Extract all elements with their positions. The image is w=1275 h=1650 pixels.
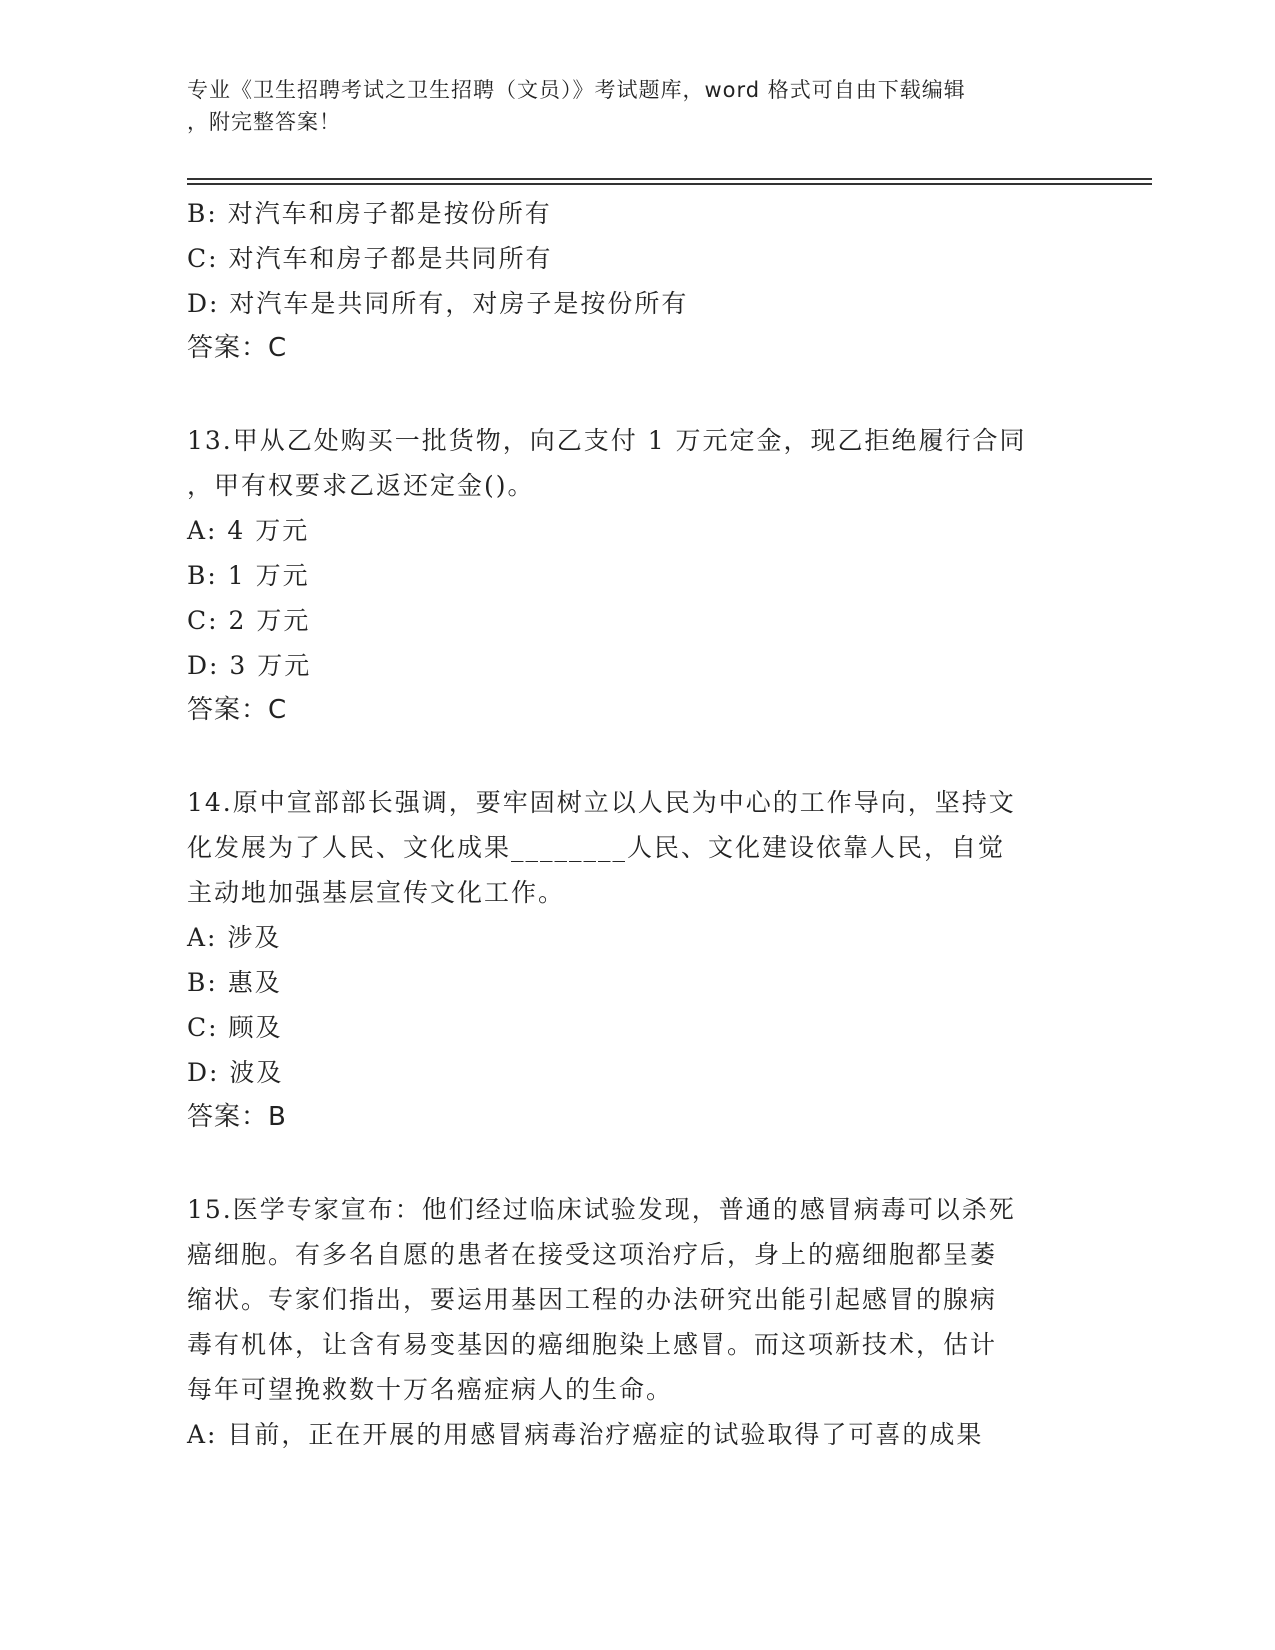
option-c: C: 顾及 — [187, 1013, 283, 1042]
option-b: B: 惠及 — [187, 968, 282, 997]
option-a: A: 涉及 — [187, 923, 282, 952]
stem-line: 缩状。专家们指出，要运用基因工程的办法研究出能引起感冒的腺病 — [187, 1285, 998, 1314]
stem-line: 癌细胞。有多名自愿的患者在接受这项治疗后，身上的癌细胞都呈萎 — [187, 1240, 998, 1269]
option-c: C: 对汽车和房子都是共同所有 — [187, 244, 553, 273]
stem-line: 15.医学专家宣布：他们经过临床试验发现，普通的感冒病毒可以杀死 — [187, 1195, 1016, 1224]
stem-line: 每年可望挽救数十万名癌症病人的生命。 — [187, 1375, 674, 1404]
stem-line: ，甲有权要求乙返还定金()。 — [187, 471, 535, 500]
option-a: A: 4 万元 — [187, 516, 310, 545]
question-15 — [187, 1187, 1087, 1457]
header-line-1: 专业《卫生招聘考试之卫生招聘（文员）》考试题库，word 格式可自由下载编辑 — [187, 78, 966, 102]
question-stem — [187, 780, 1087, 915]
answer-line: 答案：C — [187, 695, 288, 725]
option-b: B: 1 万元 — [187, 561, 310, 590]
stem-line: 毒有机体，让含有易变基因的癌细胞染上感冒。而这项新技术，估计 — [187, 1330, 998, 1359]
header-divider-bottom — [187, 183, 1152, 185]
document-header — [187, 74, 1087, 138]
question-content — [187, 191, 1087, 1457]
stem-line: 化发展为了人民、文化成果________人民、文化建设依靠人民，自觉 — [187, 833, 1006, 862]
question-14 — [187, 780, 1087, 1140]
question-13 — [187, 418, 1087, 733]
stem-line: 13.甲从乙处购买一批货物，向乙支付 1 万元定金，现乙拒绝履行合同 — [187, 426, 1027, 455]
question-stem — [187, 418, 1087, 508]
stem-line: 主动地加强基层宣传文化工作。 — [187, 878, 566, 907]
option-b: B: 对汽车和房子都是按份所有 — [187, 199, 552, 228]
stem-line: 14.原中宣部部长强调，要牢固树立以人民为中心的工作导向，坚持文 — [187, 788, 1016, 817]
option-a: A: 目前，正在开展的用感冒病毒治疗癌症的试验取得了可喜的成果 — [187, 1420, 984, 1449]
option-d: D: 3 万元 — [187, 651, 312, 680]
question-stem — [187, 1187, 1087, 1412]
option-d: D: 对汽车是共同所有，对房子是按份所有 — [187, 289, 689, 318]
answer-line: 答案：C — [187, 333, 288, 363]
option-d: D: 波及 — [187, 1058, 284, 1087]
option-c: C: 2 万元 — [187, 606, 311, 635]
header-line-2: ，附完整答案！ — [187, 110, 341, 134]
answer-line: 答案：B — [187, 1102, 287, 1132]
header-divider-top — [187, 178, 1152, 180]
question-12-tail — [187, 191, 1087, 371]
